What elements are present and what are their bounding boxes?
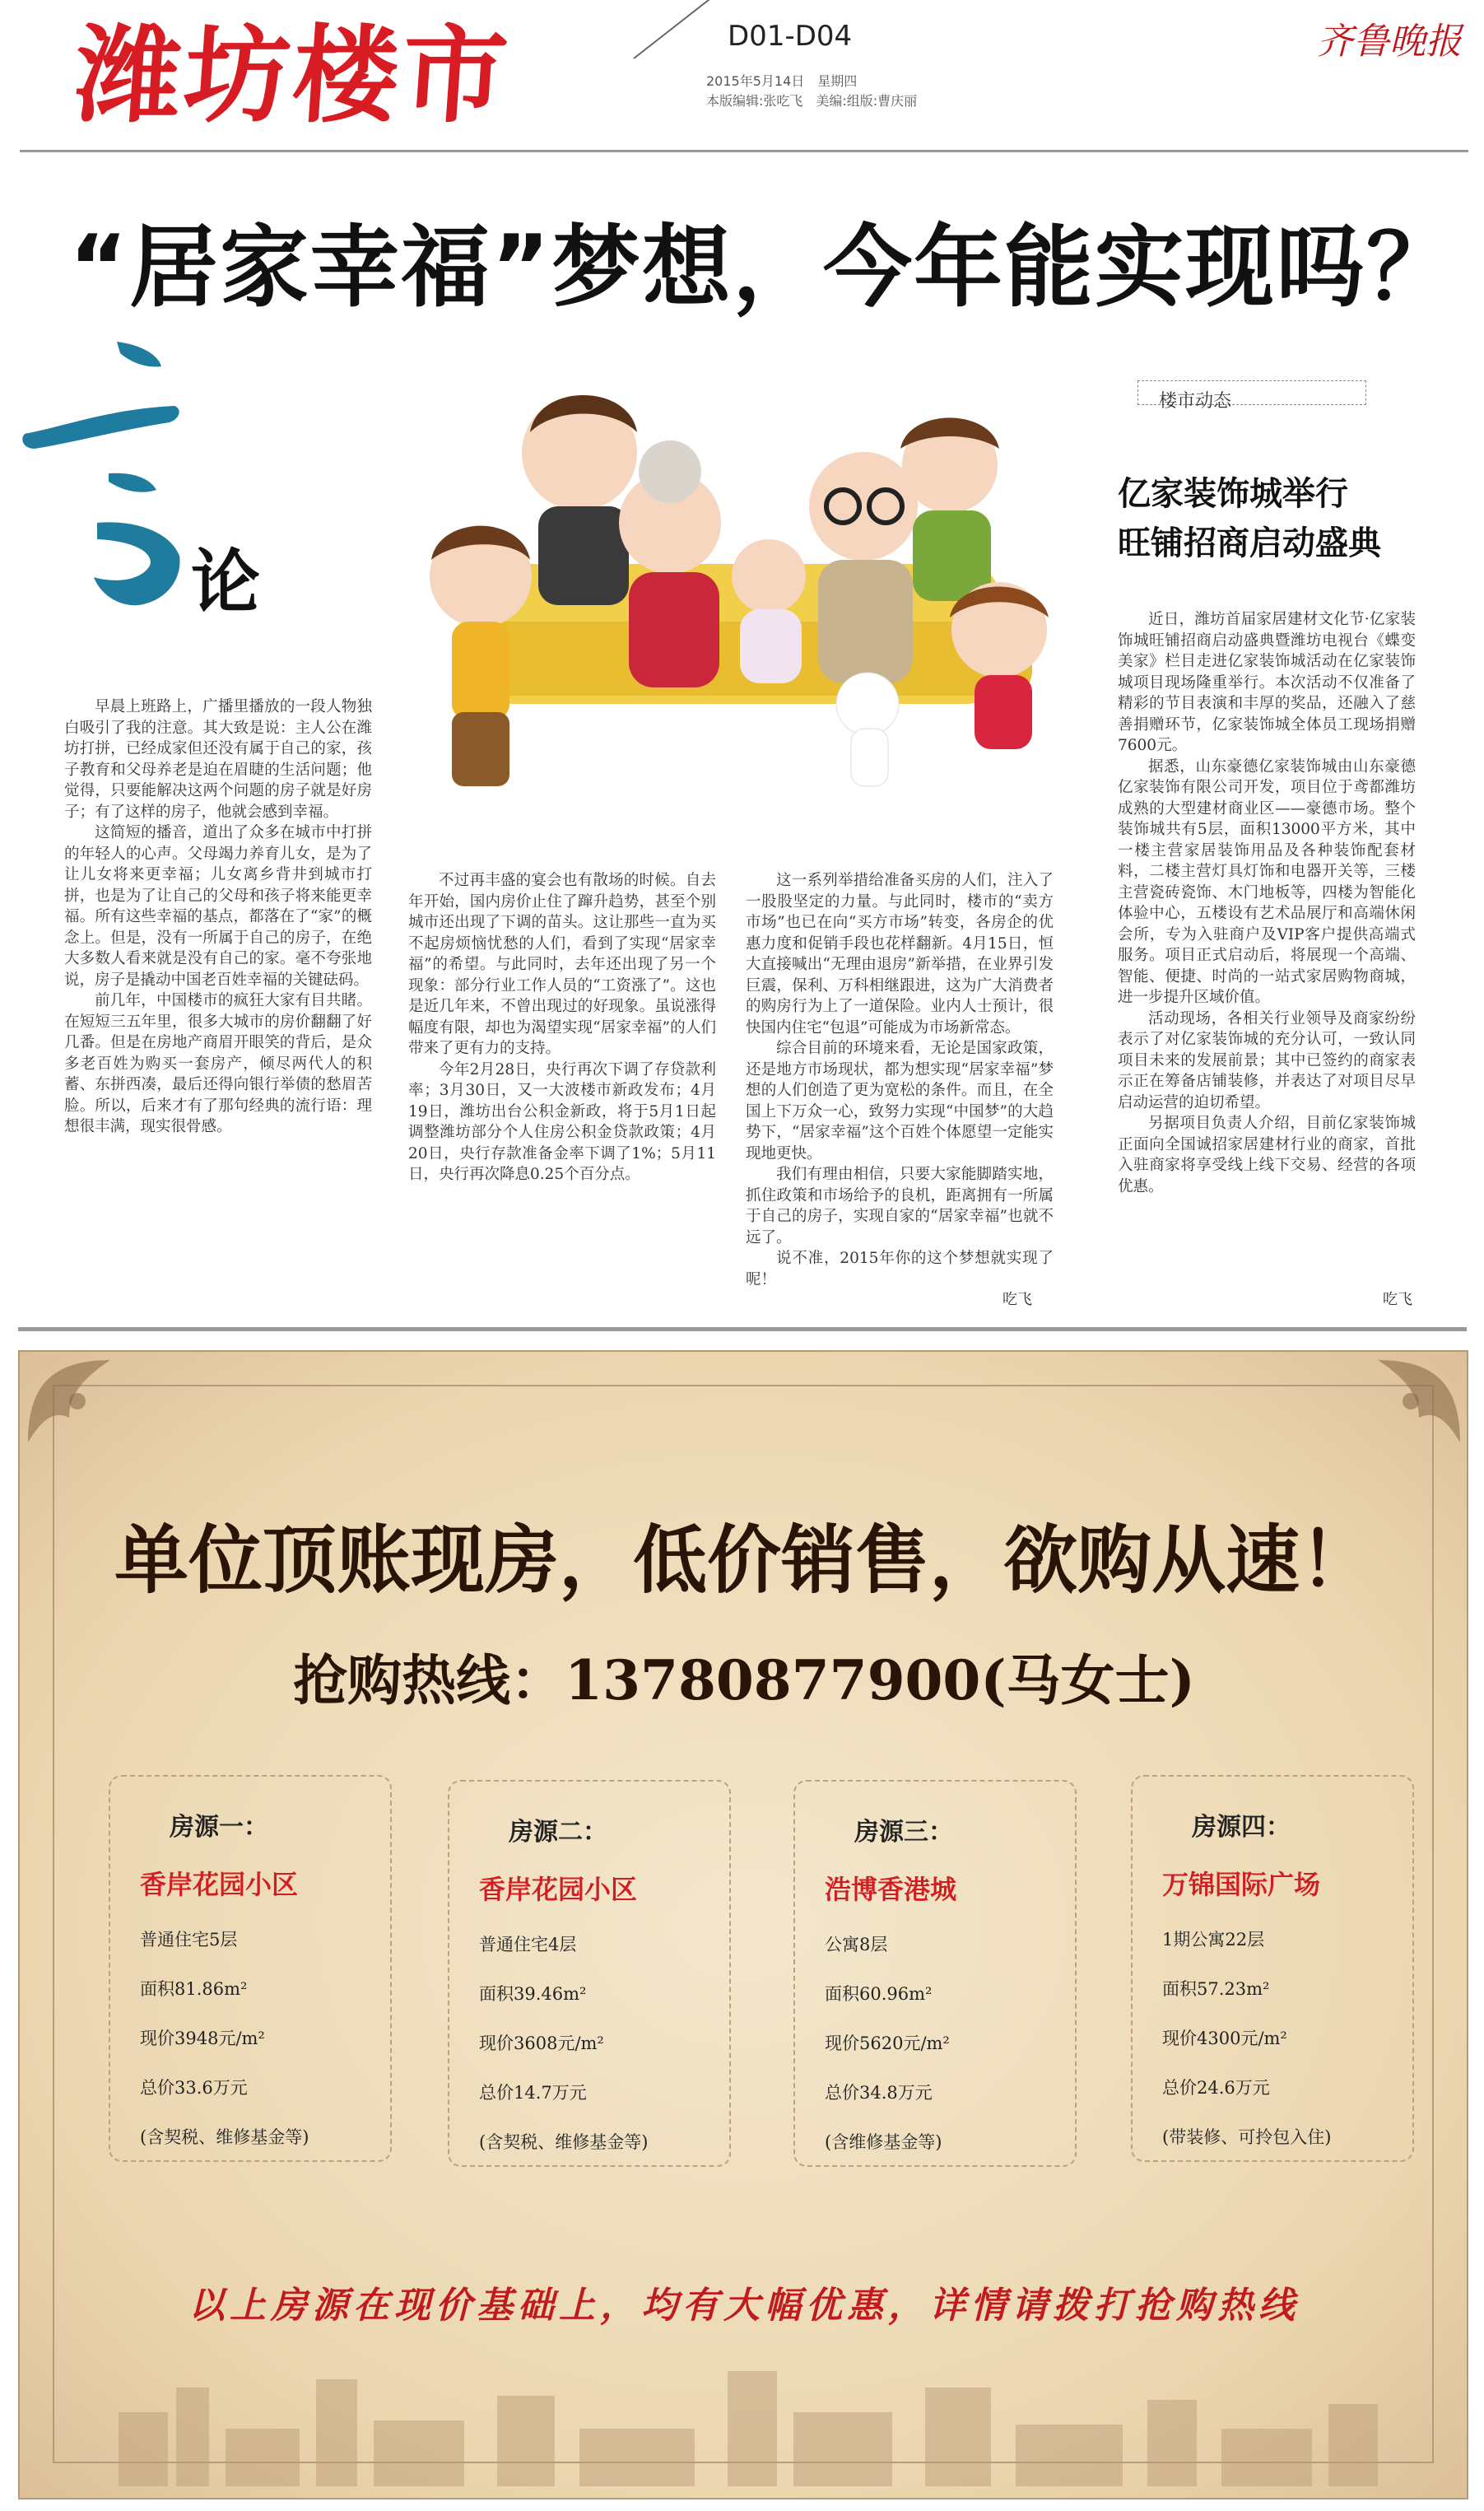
article-column-2	[408, 870, 716, 1186]
article-paragraph: 不过再丰盛的宴会也有散场的时候。自去年开始，国内房价止住了蹿升趋势，甚至个别城市还出现了下调的苗头。这让那些一直为买不起房烦恼忧愁的人们，看到了实现“居家幸福”的希望。与此同时，去年还出现了另一个现象：部分行业工作人员的“工资涨了”。这也是近几年来，不曾出现过的好现象。虽说涨得幅度有限，却也为渴望实现“居家幸福”的人们带来了更有力的支持。	[408, 872, 716, 1057]
headline: “居家幸福”梦想，今年能实现吗？	[69, 217, 1457, 319]
listing-type: 普通住宅4层	[479, 1935, 577, 1954]
sidebar-paragraph: 活动现场，各相关行业领导及商家纷纷表示了对亿家装饰城的充分认可，一致认同项目未来的发展前景；其中已签约的商家表示正在筹备店铺装修，并表达了对项目尽早启动运营的迫切希望。	[1118, 1009, 1416, 1111]
corner-ornament-icon	[1304, 1352, 1468, 1451]
article-column-3	[746, 870, 1054, 1290]
listing-total: 总价33.6万元	[140, 2078, 248, 2098]
listing-title: 房源一：	[170, 1813, 268, 1842]
listing-title: 房源三：	[854, 1818, 953, 1847]
listing-title: 房源二：	[509, 1818, 607, 1847]
article-paragraph: 说不准，2015年你的这个梦想就实现了呢！	[746, 1250, 1054, 1288]
listing-area: 面积60.96m²	[825, 1984, 933, 2004]
sidebar-paragraph: 另据项目负责人介绍，目前亿家装饰城正面向全国诚招家居建材行业的商家，首批入驻商家将享受线上线下交易、经营的各项优惠。	[1118, 1115, 1416, 1195]
ad-hotline: 抢购热线：13780877900(马女士)	[293, 1648, 1195, 1712]
article-paragraph: 早晨上班路上，广播里播放的一段人物独白吸引了我的注意。其大致是说：主人公在潍坊打拼，已经成家但还没有属于自己的家，孩子教育和父母养老是迫在眉睫的生活问题；他觉得，只要能解决这两个问题的房子就是好房子；有了这样的房子，他就会感到幸福。	[64, 698, 372, 821]
listing-type: 公寓8层	[825, 1935, 888, 1954]
listing-note: (含契税、维修基金等)	[479, 2132, 649, 2152]
sidebar-tag: 楼市动态	[1159, 391, 1232, 412]
listing-name: 香岸花园小区	[479, 1874, 638, 1905]
masthead-slash	[633, 0, 712, 59]
column-label: 论	[191, 542, 261, 622]
listing-type: 普通住宅5层	[140, 1930, 238, 1950]
mid-divider	[18, 1327, 1467, 1331]
listing-card-4	[1131, 1775, 1414, 2162]
listing-area: 面积57.23m²	[1162, 1979, 1270, 1999]
listing-card-2	[448, 1780, 731, 2167]
listing-note: (带装修、可拎包入住)	[1162, 2127, 1332, 2147]
listing-type: 1期公寓22层	[1162, 1930, 1265, 1950]
article-paragraph: 前几年，中国楼市的疯狂大家有目共睹。在短短三五年里，很多大城市的房价翻翻了好几番。但是在房地产商眉开眼笑的背后，是众多老百姓为购买一套房产，倾尽两代人的积蓄、东拼西凑，最后还得向银行举债的愁眉苦脸。所以，后来才有了那句经典的流行语：理想很丰满，现实很骨感。	[64, 992, 372, 1135]
listing-price: 现价4300元/m²	[1162, 2029, 1287, 2048]
skyline-decoration	[69, 2355, 1419, 2486]
ad-headline: 单位顶账现房，低价销售，欲购从速！	[114, 1517, 1374, 1604]
newspaper-logo: 齐鲁晚报	[1317, 21, 1462, 63]
sidebar-body	[1118, 609, 1416, 1197]
article-paragraph: 这简短的播音，道出了众多在城市中打拼的年轻人的心声。父母竭力养育儿女，是为了让儿女将来更幸福；儿女离乡背井到城市打拼，也是为了让自己的父母和孩子将来能更幸福。所有这些幸福的基点，都落在了“家”的概念上。但是，没有一所属于自己的房子，在绝大多数人看来就是没有自己的家。毫不夸张地说，房子是撬动中国老百姓幸福的关键砝码。	[64, 824, 372, 989]
listing-price: 现价3948元/m²	[140, 2029, 265, 2048]
property-advertisement	[18, 1350, 1468, 2499]
listing-note: (含契税、维修基金等)	[140, 2127, 309, 2147]
article-signature: 吃飞	[1003, 1291, 1032, 1308]
sidebar-title	[1118, 469, 1381, 568]
listing-total: 总价34.8万元	[825, 2083, 933, 2103]
listing-title: 房源四：	[1192, 1813, 1291, 1842]
ad-footer: 以上房源在现价基础上，均有大幅优惠，详情请拨打抢购热线	[188, 2285, 1300, 2327]
edition-label: D01-D04	[728, 20, 853, 53]
sidebar-paragraph: 近日，潍坊首届家居建材文化节·亿家装饰城旺铺招商启动盛典暨潍坊电视台《蝶变美家》栏目走进亿家装饰城活动在亿家装饰城项目现场隆重举行。本次活动不仅准备了精彩的节目表演和丰厚的奖品，还融入了慈善捐赠环节，亿家装饰城全体员工现场捐赠7600元。	[1118, 611, 1416, 754]
sidebar-title-line2: 旺铺招商启动盛典	[1118, 524, 1381, 562]
listing-card-3	[793, 1780, 1077, 2167]
yilun-brush-logo	[18, 333, 207, 613]
listing-price: 现价5620元/m²	[825, 2033, 950, 2053]
editor-credits: 本版编辑:张吃飞 美编:组版:曹庆丽	[706, 93, 918, 109]
corner-ornament-icon	[20, 1352, 184, 1451]
article-column-1	[64, 696, 372, 1138]
listing-area: 面积81.86m²	[140, 1979, 248, 1999]
listing-total: 总价14.7万元	[479, 2083, 587, 2103]
listing-card-1	[109, 1775, 392, 2162]
article-paragraph: 这一系列举措给准备买房的人们，注入了一股股坚定的力量。与此同时，楼市的“卖方市场”也已在向“买方市场”转变，各房企的优惠力度和促销手段也花样翻新。4月15日，恒大直接喊出“无理由退房”新举措，在业界引发巨震，保利、万科相继跟进，这为广大消费者的购房行为上了一道保险。业内人士预计，很快国内住宅“包退”可能成为市场新常态。	[746, 872, 1054, 1037]
listing-name: 浩博香港城	[825, 1874, 957, 1905]
listing-name: 万锦国际广场	[1162, 1869, 1321, 1900]
masthead-title: 潍坊楼市	[71, 15, 515, 137]
listing-price: 现价3608元/m²	[479, 2033, 604, 2053]
article-paragraph: 我们有理由相信，只要大家能脚踏实地，抓住政策和市场给予的良机，距离拥有一所属于自己的房子，实现自家的“居家幸福”也就不远了。	[746, 1166, 1054, 1246]
issue-date: 2015年5月14日 星期四	[706, 73, 858, 89]
sidebar-paragraph: 据悉，山东豪德亿家装饰城由山东豪德亿家装饰有限公司开发，项目位于鸢都潍坊成熟的大型建材商业区——豪德市场。整个装饰城共有5层，面积13000平方米，其中一楼主营家居装饰用品及各种装饰配套材料，二楼主营灯具灯饰和电器开关等，三楼主营瓷砖瓷饰、木门地板等，四楼为智能化体验中心，五楼设有艺术品展厅和高端休闲会所，专为入驻商户及VIP客户提供高端式服务。项目正式启动后，将展现一个高端、智能、便捷、时尚的一站式家居购物商城，进一步提升区域价值。	[1118, 757, 1416, 1006]
listing-area: 面积39.46m²	[479, 1984, 587, 2004]
listing-total: 总价24.6万元	[1162, 2078, 1270, 2098]
listing-name: 香岸花园小区	[140, 1869, 299, 1900]
sidebar-signature: 吃飞	[1383, 1291, 1412, 1308]
sidebar-title-line1: 亿家装饰城举行	[1118, 475, 1348, 513]
listing-note: (含维修基金等)	[825, 2132, 942, 2152]
family-illustration	[407, 375, 1082, 803]
article-paragraph: 综合目前的环境来看，无论是国家政策，还是地方市场现状，都为想实现“居家幸福”梦想的人们创造了更为宽松的条件。而且，在全国上下万众一心，致努力实现“中国梦”的大趋势下，“居家幸福”这个百姓个体愿望一定能实现地更快。	[746, 1040, 1054, 1162]
top-divider	[20, 150, 1468, 152]
article-paragraph: 今年2月28日，央行再次下调了存贷款利率；3月30日，又一大波楼市新政发布；4月19日，潍坊出台公积金新政，将于5月1日起调整潍坊部分个人住房公积金贷款政策；4月20日，央行存款准备金率下调了1%；5月11日，央行再次降息0.25个百分点。	[408, 1060, 716, 1183]
